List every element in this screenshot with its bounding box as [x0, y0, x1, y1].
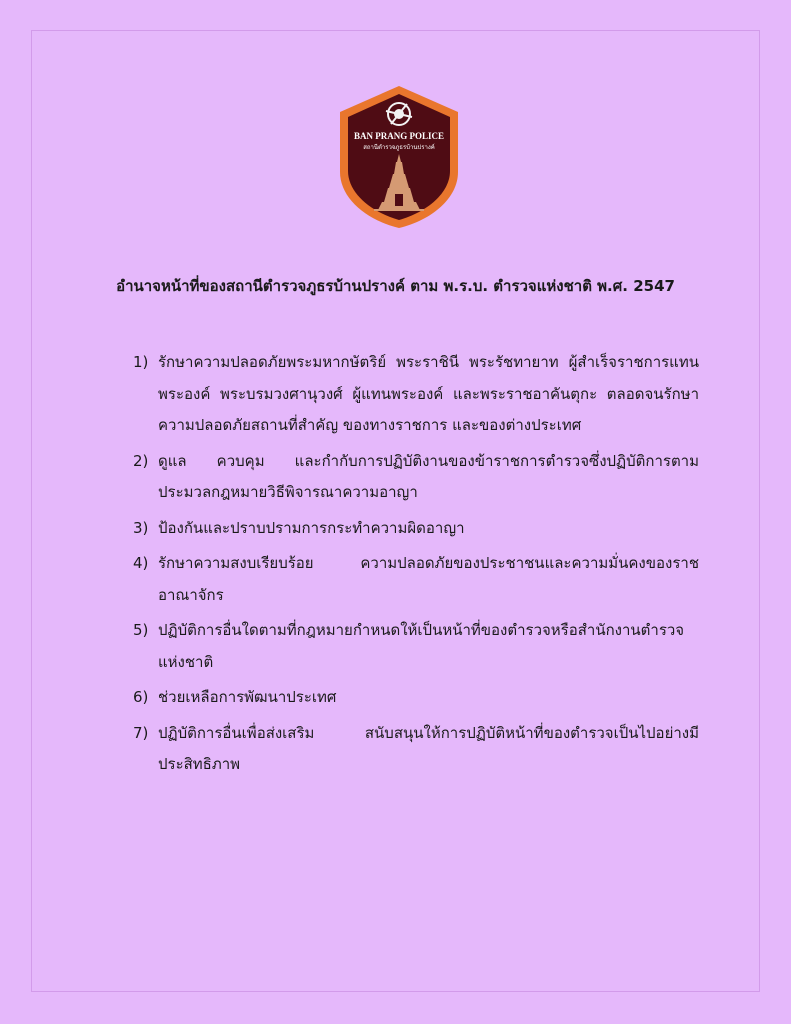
duty-number: 1) [133, 353, 149, 371]
duty-item [133, 682, 699, 714]
emblem-sub-text: สถานีตำรวจภูธรบ้านปรางค์ [363, 144, 435, 151]
duty-number: 6) [133, 688, 149, 706]
ban-prang-police-badge-icon [336, 84, 462, 230]
duty-text: ป้องกันและปราบปรามการกระทำความผิดอาญา [158, 518, 465, 537]
duty-text: ปฏิบัติการอื่นเพื่อส่งเสริม สนับสนุนให้การปฏิบัติหน้าที่ของตำรวจเป็นไปอย่างมีประสิทธิภาพ [158, 723, 699, 773]
duty-text: รักษาความสงบเรียบร้อย ความปลอดภัยของประชาชนและความมั่นคงของราชอาณาจักร [158, 554, 699, 604]
duty-item [133, 513, 699, 545]
police-emblem [336, 84, 462, 230]
duty-item [133, 347, 699, 442]
duty-item [133, 548, 699, 611]
duty-text: รักษาความปลอดภัยพระมหากษัตริย์ พระราชินี พระรัชทายาท ผู้สำเร็จราชการแทนพระองค์ พระบรมวงศานุวงศ์ ผู้แทนพระองค์ และพระราชอาคันตุกะ ตลอดจนรักษาความปลอดภัยสถานที่สำคัญ ของทางราชการ และของต่างประเทศ [158, 353, 699, 434]
duty-number: 5) [133, 621, 149, 639]
duty-number: 7) [133, 723, 149, 742]
duty-number: 4) [133, 554, 149, 572]
duty-item [133, 446, 699, 509]
duty-item [133, 615, 699, 678]
duty-number: 2) [133, 451, 149, 470]
duty-item [133, 718, 699, 781]
duties-list [133, 347, 699, 785]
document-title: อำนาจหน้าที่ของสถานีตำรวจภูธรบ้านปรางค์ ตาม พ.ร.บ. ตำรวจแห่งชาติ พ.ศ. 2547 [116, 277, 675, 295]
duty-text: ช่วยเหลือการพัฒนาประเทศ [158, 688, 337, 706]
duty-text: ดูแล ควบคุม และกำกับการปฏิบัติงานของข้าราชการตำรวจซึ่งปฏิบัติการตามประมวลกฎหมายวิธีพิจารณาความอาญา [158, 451, 699, 501]
duty-text: ปฏิบัติการอื่นใดตามที่กฎหมายกำหนดให้เป็นหน้าที่ของตำรวจหรือสำนักงานตำรวจแห่งชาติ [158, 621, 685, 671]
duty-number: 3) [133, 518, 149, 537]
emblem-top-text: BAN PRANG POLICE [353, 131, 445, 141]
